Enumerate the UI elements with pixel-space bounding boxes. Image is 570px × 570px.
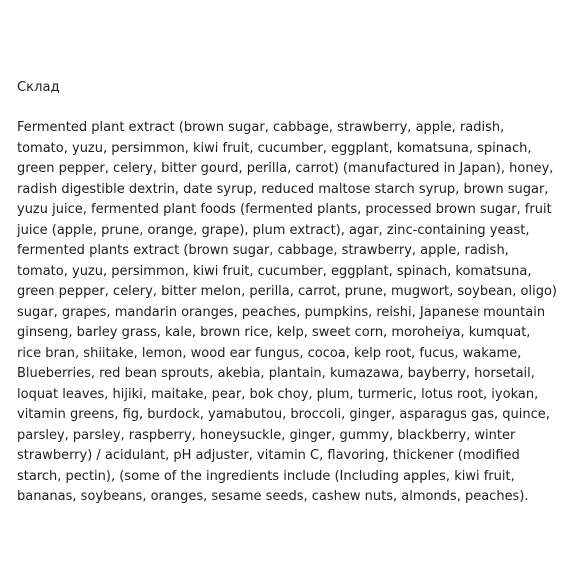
composition-section [17,79,557,508]
section-heading: Склад [17,80,60,95]
ingredients-text: Fermented plant extract (brown sugar, cabbage, strawberry, apple, radish, tomato, yuzu, persimmon, kiwi fruit, cucumber, eggplant, komatsuna, spinach, green pepper, celery, bitter gourd, perilla, carrot) (manufactured in Japan), honey, radish digestible dextrin, date syrup, reduced maltose starch syrup, brown sugar, yuzu juice, fermented plant foods (fermented plants, processed brown sugar, fruit juice (apple, prune, orange, grape), plum extract), agar, zinc-containing yeast, fermented plants extract (brown sugar, cabbage, strawberry, apple, radish, tomato, yuzu, persimmon, kiwi fruit, cucumber, eggplant, spinach, komatsuna, green pepper, celery, bitter melon, perilla, carrot, prune, mugwort, soybean, oligo) sugar, grapes, mandarin oranges, peaches, pumpkins, reishi, Japanese mountain ginseng, barley grass, kale, brown rice, kelp, sweet corn, moroheiya, kumquat, rice bran, shiitake, lemon, wood ear fungus, cocoa, kelp root, fucus, wakame, Blueberries, red bean sprouts, akebia, plantain, kumazawa, bayberry, horsetail, loquat leaves, hijiki, maitake, pear, bok choy, plum, turmeric, lotus root, iyokan, vitamin greens, fig, burdock, yamabutou, broccoli, ginger, asparagus gas, quince, parsley, parsley, raspberry, honeysuckle, ginger, gummy, blackberry, winter strawberry) / acidulant, pH adjuster, vitamin C, flavoring, thickener (modified starch, pectin), (some of the ingredients include (Including apples, kiwi fruit, bananas, soybeans, oranges, sesame seeds, cashew nuts, almonds, peaches). [17,120,558,504]
